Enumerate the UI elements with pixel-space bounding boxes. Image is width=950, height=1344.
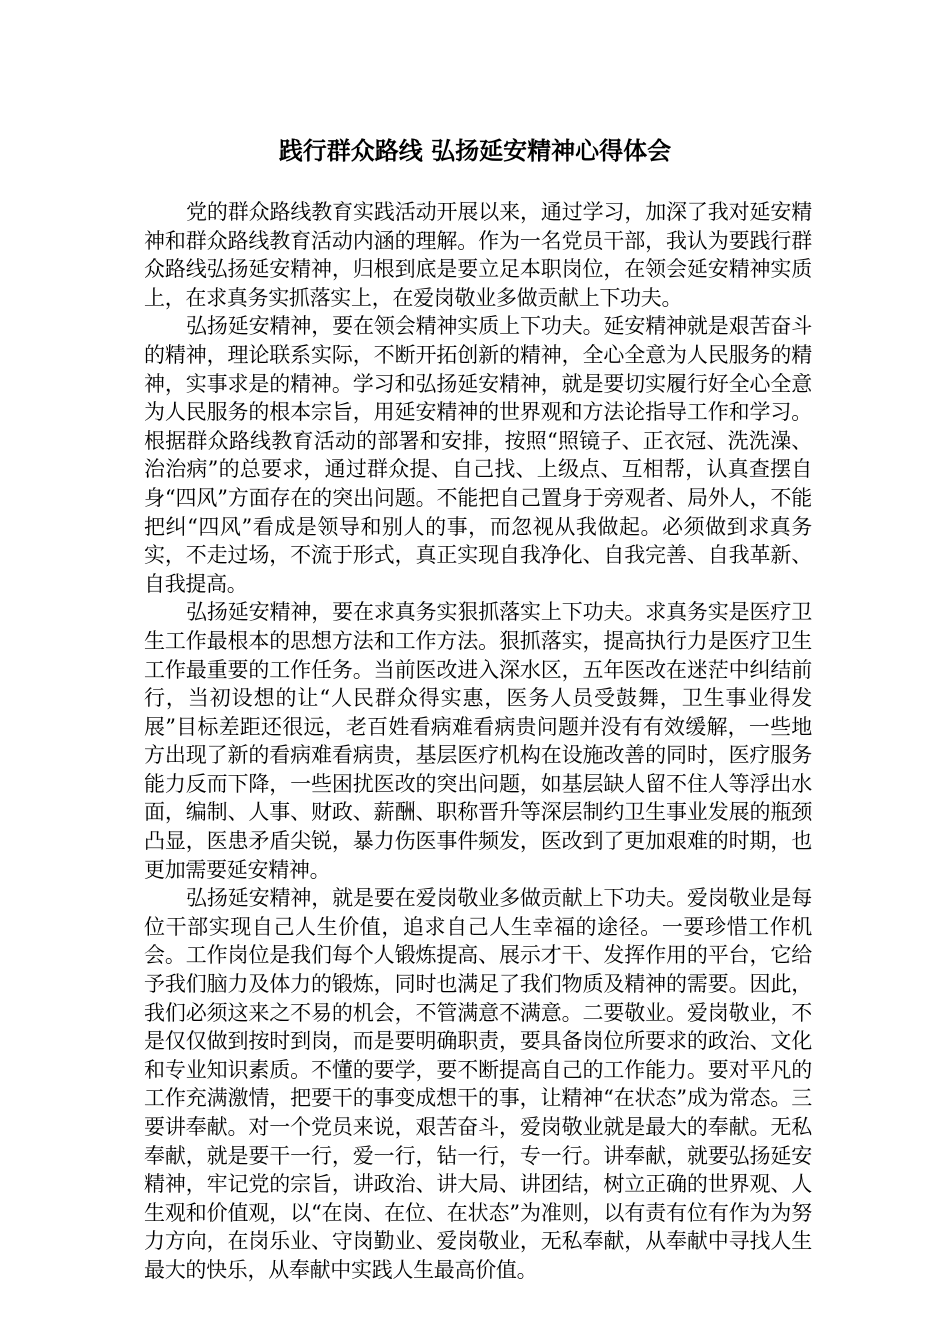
paragraph-2: 弘扬延安精神，要在领会精神实质上下功夫。延安精神就是艰苦奋斗的精神，理论联系实际，不断开拓创新的精神，全心全意为人民服务的精神，实事求是的精神。学习和弘扬延安精神，就是要切实履行好全心全意为人民服务的根本宗旨，用延安精神的世界观和方法论指导工作和学习。根据群众路线教育活动的部署和安排，按照“照镜子、正衣冠、洗洗澡、治治病”的总要求，通过群众提、自己找、上级点、互相帮，认真查摆自身“四风”方面存在的突出问题。不能把自己置身于旁观者、局外人，不能把纠“四风”看成是领导和别人的事，而忽视从我做起。必须做到求真务实，不走过场，不流于形式，真正实现自我净化、自我完善、自我革新、自我提高。: [144, 314, 812, 596]
document-body: [144, 198, 812, 1285]
paragraph-3: 弘扬延安精神，要在求真务实狠抓落实上下功夫。求真务实是医疗卫生工作最根本的思想方法和工作方法。狠抓落实，提高执行力是医疗卫生工作最重要的工作任务。当前医改进入深水区，五年医改在迷茫中纠结前行，当初设想的让“人民群众得实惠，医务人员受鼓舞，卫生事业得发展”目标差距还很远，老百姓看病难看病贵问题并没有有效缓解，一些地方出现了新的看病难看病贵，基层医疗机构在设施改善的同时，医疗服务能力反而下降，一些困扰医改的突出问题，如基层缺人留不住人等浮出水面，编制、人事、财政、薪酬、职称晋升等深层制约卫生事业发展的瓶颈凸显，医患矛盾尖锐，暴力伤医事件频发，医改到了更加艰难的时期，也更加需要延安精神。: [144, 600, 812, 882]
document-title: 践行群众路线 弘扬延安精神心得体会: [278, 136, 672, 165]
paragraph-4: 弘扬延安精神，就是要在爱岗敬业多做贡献上下功夫。爱岗敬业是每位干部实现自己人生价值，追求自己人生幸福的途径。一要珍惜工作机会。工作岗位是我们每个人锻炼提高、展示才干、发挥作用的平台，它给予我们脑力及体力的锻炼，同时也满足了我们物质及精神的需要。因此，我们必须这来之不易的机会，不管满意不满意。二要敬业。爱岗敬业，不是仅仅做到按时到岗，而是要明确职责，要具备岗位所要求的政治、文化和专业知识素质。不懂的要学，要不断提高自己的工作能力。要对平凡的工作充满激情，把要干的事变成想干的事，让精神“在状态”成为常态。三要讲奉献。对一个党员来说，艰苦奋斗，爱岗敬业就是最大的奉献。无私奉献，就是要干一行，爱一行，钻一行，专一行。讲奉献，就要弘扬延安精神，牢记党的宗旨，讲政治、讲大局、讲团结，树立正确的世界观、人生观和价值观，以“在岗、在位、在状态”为准则，以有责有位有作为为努力方向，在岗乐业、守岗勤业、爱岗敬业，无私奉献，从奉献中寻找人生最大的快乐，从奉献中实践人生最高价值。: [144, 886, 812, 1282]
paragraph-1: 党的群众路线教育实践活动开展以来，通过学习，加深了我对延安精神和群众路线教育活动内涵的理解。作为一名党员干部，我认为要践行群众路线弘扬延安精神，归根到底是要立足本职岗位，在领会延安精神实质上，在求真务实抓落实上，在爱岗敬业多做贡献上下功夫。: [144, 200, 812, 310]
